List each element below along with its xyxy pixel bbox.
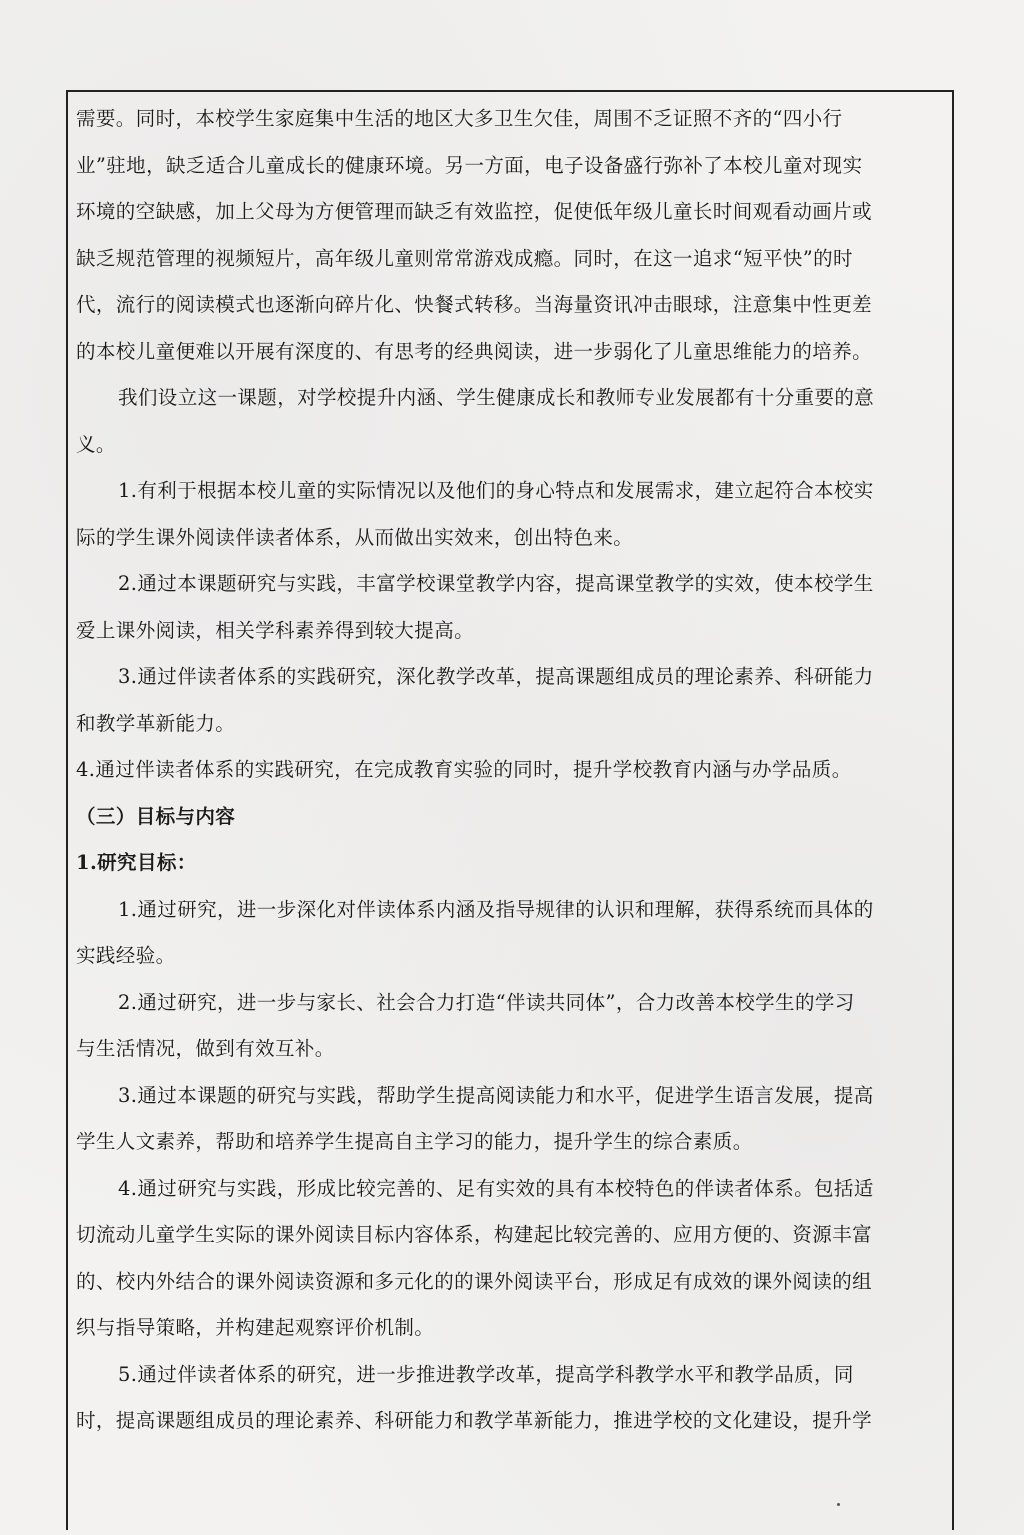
paragraph-line: 实践经验。 bbox=[76, 944, 176, 967]
paragraph-line: 我们设立这一课题，对学校提升内涵、学生健康成长和教师专业发展都有十分重要的意 bbox=[118, 386, 875, 409]
paragraph bbox=[76, 1166, 942, 1352]
paragraph-line: 缺乏规范管理的视频短片，高年级儿童则常常游戏成瘾。同时，在这一追求“短平快”的时 bbox=[76, 246, 853, 270]
paragraph-line: 4.通过伴读者体系的实践研究，在完成教育实验的同时，提升学校教育内涵与办学品质。 bbox=[76, 758, 852, 781]
paragraph-line: 需要。同时，本校学生家庭集中生活的地区大多卫生欠佳，周围不乏证照不齐的“四小行 bbox=[76, 107, 843, 130]
paragraph-line: 义。 bbox=[76, 432, 116, 456]
paragraph-line: 的本校儿童便难以开展有深度的、有思考的经典阅读，进一步弱化了儿童思维能力的培养。 bbox=[76, 339, 873, 363]
paragraph bbox=[76, 1073, 942, 1166]
paragraph-line: 切流动儿童学生实际的课外阅读目标内容体系，构建起比较完善的、应用方便的、资源丰富 bbox=[76, 1223, 873, 1246]
paragraph-line: 3.通过本课题的研究与实践，帮助学生提高阅读能力和水平，促进学生语言发展，提高 bbox=[118, 1083, 874, 1107]
paragraph bbox=[76, 747, 942, 794]
paragraph bbox=[76, 468, 942, 561]
paragraph bbox=[76, 840, 942, 887]
paragraph-line: 1.有利于根据本校儿童的实际情况以及他们的身心特点和发展需求，建立起符合本校实 bbox=[118, 479, 874, 502]
paragraph bbox=[76, 375, 942, 468]
paragraph bbox=[76, 561, 942, 654]
section-heading-line: （三）目标与内容 bbox=[76, 804, 236, 828]
paragraph-line: 代，流行的阅读模式也逐渐向碎片化、快餐式转移。当海量资讯冲击眼球，注意集中性更差 bbox=[76, 293, 873, 316]
scan-speck bbox=[837, 1503, 840, 1506]
paragraph bbox=[76, 96, 942, 375]
paragraph-line: 2.通过本课题研究与实践，丰富学校课堂教学内容，提高课堂教学的实效，使本校学生 bbox=[118, 572, 874, 595]
paragraph bbox=[76, 1352, 942, 1445]
section-heading-line: 1.研究目标： bbox=[76, 851, 197, 874]
paragraph-line: 业”驻地，缺乏适合儿童成长的健康环境。另一方面，电子设备盛行弥补了本校儿童对现实 bbox=[76, 153, 863, 177]
paragraph-line: 际的学生课外阅读伴读者体系，从而做出实效来，创出特色来。 bbox=[76, 525, 634, 549]
paragraph-line: 和教学革新能力。 bbox=[76, 711, 236, 735]
paragraph-line: 的、校内外结合的课外阅读资源和多元化的的课外阅读平台，形成足有成效的课外阅读的组 bbox=[76, 1269, 873, 1293]
paragraph-line: 5.通过伴读者体系的研究，进一步推进教学改革，提高学科教学水平和教学品质，同 bbox=[118, 1362, 854, 1386]
paragraph bbox=[76, 654, 942, 747]
paragraph-line: 与生活情况，做到有效互补。 bbox=[76, 1037, 335, 1060]
paragraph-line: 学生人文素养，帮助和培养学生提高自主学习的能力，提升学生的综合素质。 bbox=[76, 1130, 753, 1153]
paragraph-line: 织与指导策略，并构建起观察评价机制。 bbox=[76, 1316, 435, 1339]
paragraph-line: 时，提高课题组成员的理论素养、科研能力和教学革新能力，推进学校的文化建设，提升学 bbox=[76, 1409, 873, 1432]
paragraph-line: 1.通过研究，进一步深化对伴读体系内涵及指导规律的认识和理解，获得系统而具体的 bbox=[118, 897, 874, 921]
paragraph-line: 3.通过伴读者体系的实践研究，深化教学改革，提高课题组成员的理论素养、科研能力 bbox=[118, 665, 874, 688]
paragraph-line: 环境的空缺感，加上父母为方便管理而缺乏有效监控，促使低年级儿童长时间观看动画片或 bbox=[76, 200, 873, 223]
paragraph bbox=[76, 980, 942, 1073]
paragraph bbox=[76, 794, 942, 841]
paragraph-line: 爱上课外阅读，相关学科素养得到较大提高。 bbox=[76, 618, 475, 642]
document-body bbox=[76, 96, 942, 1445]
paragraph-line: 2.通过研究，进一步与家长、社会合力打造“伴读共同体”，合力改善本校学生的学习 bbox=[118, 990, 855, 1014]
paragraph bbox=[76, 887, 942, 980]
paragraph-line: 4.通过研究与实践，形成比较完善的、足有实效的具有本校特色的伴读者体系。包括适 bbox=[118, 1176, 874, 1200]
